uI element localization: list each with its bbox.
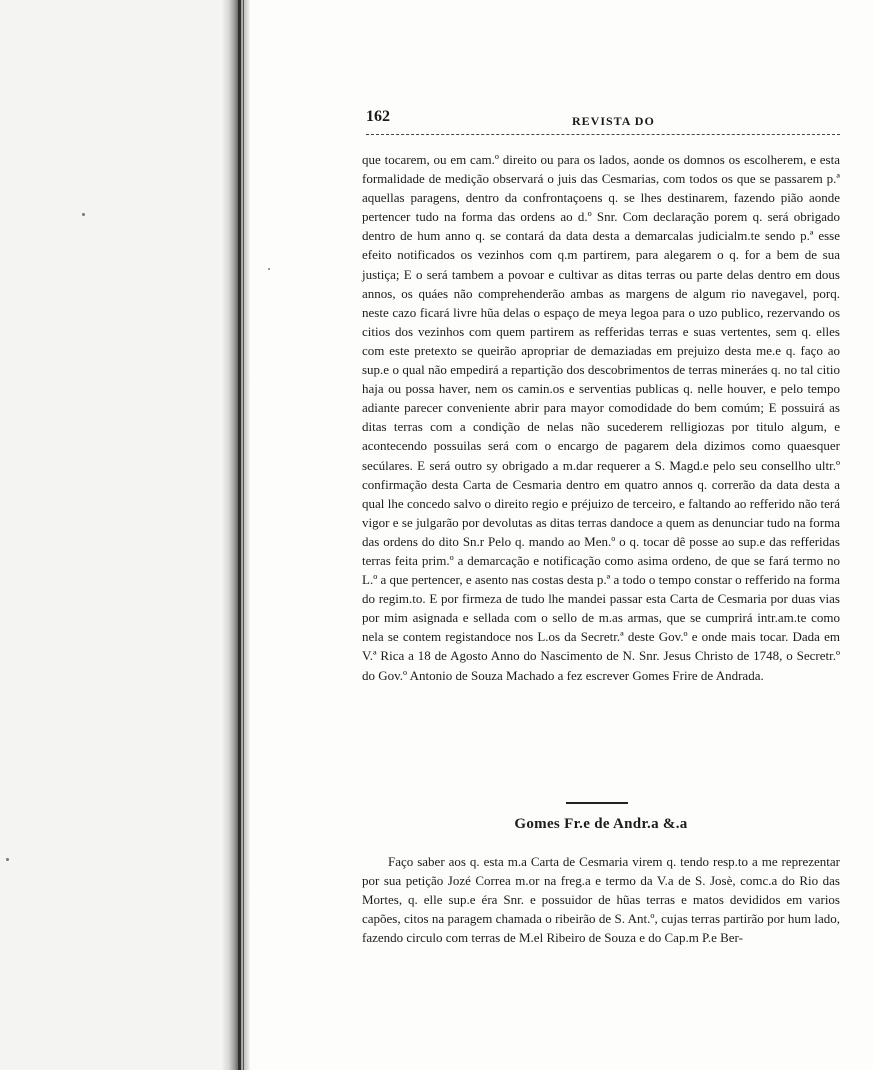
- second-text-block: [362, 852, 840, 947]
- paragraph: que tocarem, ou em cam.º direito ou para os lados, aonde os domnos os escolherem, e esta formalidade de medição observará o juis das Cesmarias, com todos os que se passarem p.ª aquellas paragens, dentro da confrontaçoens q. se lhes destinarem, fazendo pião aonde pertencer tudo na forma das ordens ao d.º Snr. Com declaração porem q. será obrigado dentro de hum anno q. se contará da data desta a demarcalas judicialm.te sendo p.ª esse efeito notificados os vezinhos com q.m partirem, para alegarem o q. for a bem de sua justiça; E o será tambem a povoar e cultivar as ditas terras ou parte delas dentro em dous annos, os quáes não comprehenderão ambas as margens de algum rio navegavel, porq. neste cazo ficará livre hũa delas o espaço de meya legoa para o uzo publico, rezervando os citios dos vezinhos com quem partirem as refferidas terras e suas vertentes, sem q. elles com este pretexto se queirão apropriar de demaziadas em prejuizo desta me.e q. faço ao sup.e o qual não empedirá a repartição dos descobrimentos de terras mineráes q. no tal citio haja ou possa haver, nem os camin.os e serventias publicas q. nelle houver, e pelo tempo adiante parecer conveniente abrir para mayor comodidade do bem comúm; E possuirá as ditas terras com a condição de nelas não sucederem relligiozas por titulo algum, e acontecendo possuilas será com o encargo de pagarem dela dizimos como quaesquer secúlares. E será outro sy obrigado a m.dar requerer a S. Magd.e pelo seu consellho ultr.º confirmação desta Carta de Cesmaria dentro em quatro annos q. correrão da data desta a qual lhe concedo salvo o direito regio e préjuizo de terceiro, e faltando ao refferido não terá vigor e se julgarão por devolutas as ditas terras dandoce a quem as denunciar tudo na forma das ordens do dito Sn.r Pelo q. mando ao Men.º o q. tocar dê posse ao sup.e das refferidas terras feita prim.º a demarcação e notificação como asima ordeno, de que se fará termo no L.º a que pertencer, e asento nas costas desta p.ª a todo o tempo constar o refferido na forma do regim.to. E por firmeza de tudo lhe mandei passar esta Carta de Cesmaria por duas vias por mim asignada e sellada com o sello de m.as armas, que se cumprirá intr.am.te como nela se contem registandoce nos L.os da Secretr.ª deste Gov.º e onde mais tocar. Dada em V.ª Rica a 18 de Agosto Anno do Nascimento de N. Snr. Jesus Christo de 1748, o Secretr.º do Gov.º Antonio de Souza Machado a fez escrever Gomes Frire de Andrada.: [362, 152, 840, 683]
- facing-page-margin: [0, 0, 236, 1070]
- header-rule: [366, 134, 840, 135]
- scan-speck: [268, 268, 270, 270]
- scan-speck: [6, 858, 9, 861]
- page-header: [366, 108, 846, 132]
- paragraph: Faço saber aos q. esta m.a Carta de Cesmaria virem q. tendo resp.to a me reprezentar por sua petição Jozé Correa m.or na freg.a e termo da V.a de S. Josè, comc.a do Rio das Mortes, q. elle sup.e éra Snr. e possuidor de hũas terras e matos devididos em varios capões, citos na paragem chamada o ribeirão de S. Ant.º, cujas terras partirão por hum lado, fazendo circulo com terras de M.el Ribeiro de Souza e do Cap.m P.e Ber-: [362, 854, 840, 946]
- section-separator: [566, 802, 628, 804]
- signature-heading: Gomes Fr.e de Andr.a &.a: [514, 816, 688, 832]
- gutter-line: [238, 0, 241, 1070]
- scan-speck: [82, 213, 85, 216]
- page-number: 162: [366, 108, 390, 125]
- running-head: REVISTA DO: [572, 114, 655, 128]
- book-gutter: [222, 0, 250, 1070]
- gutter-line: [243, 0, 244, 1070]
- main-text-block: [362, 150, 840, 685]
